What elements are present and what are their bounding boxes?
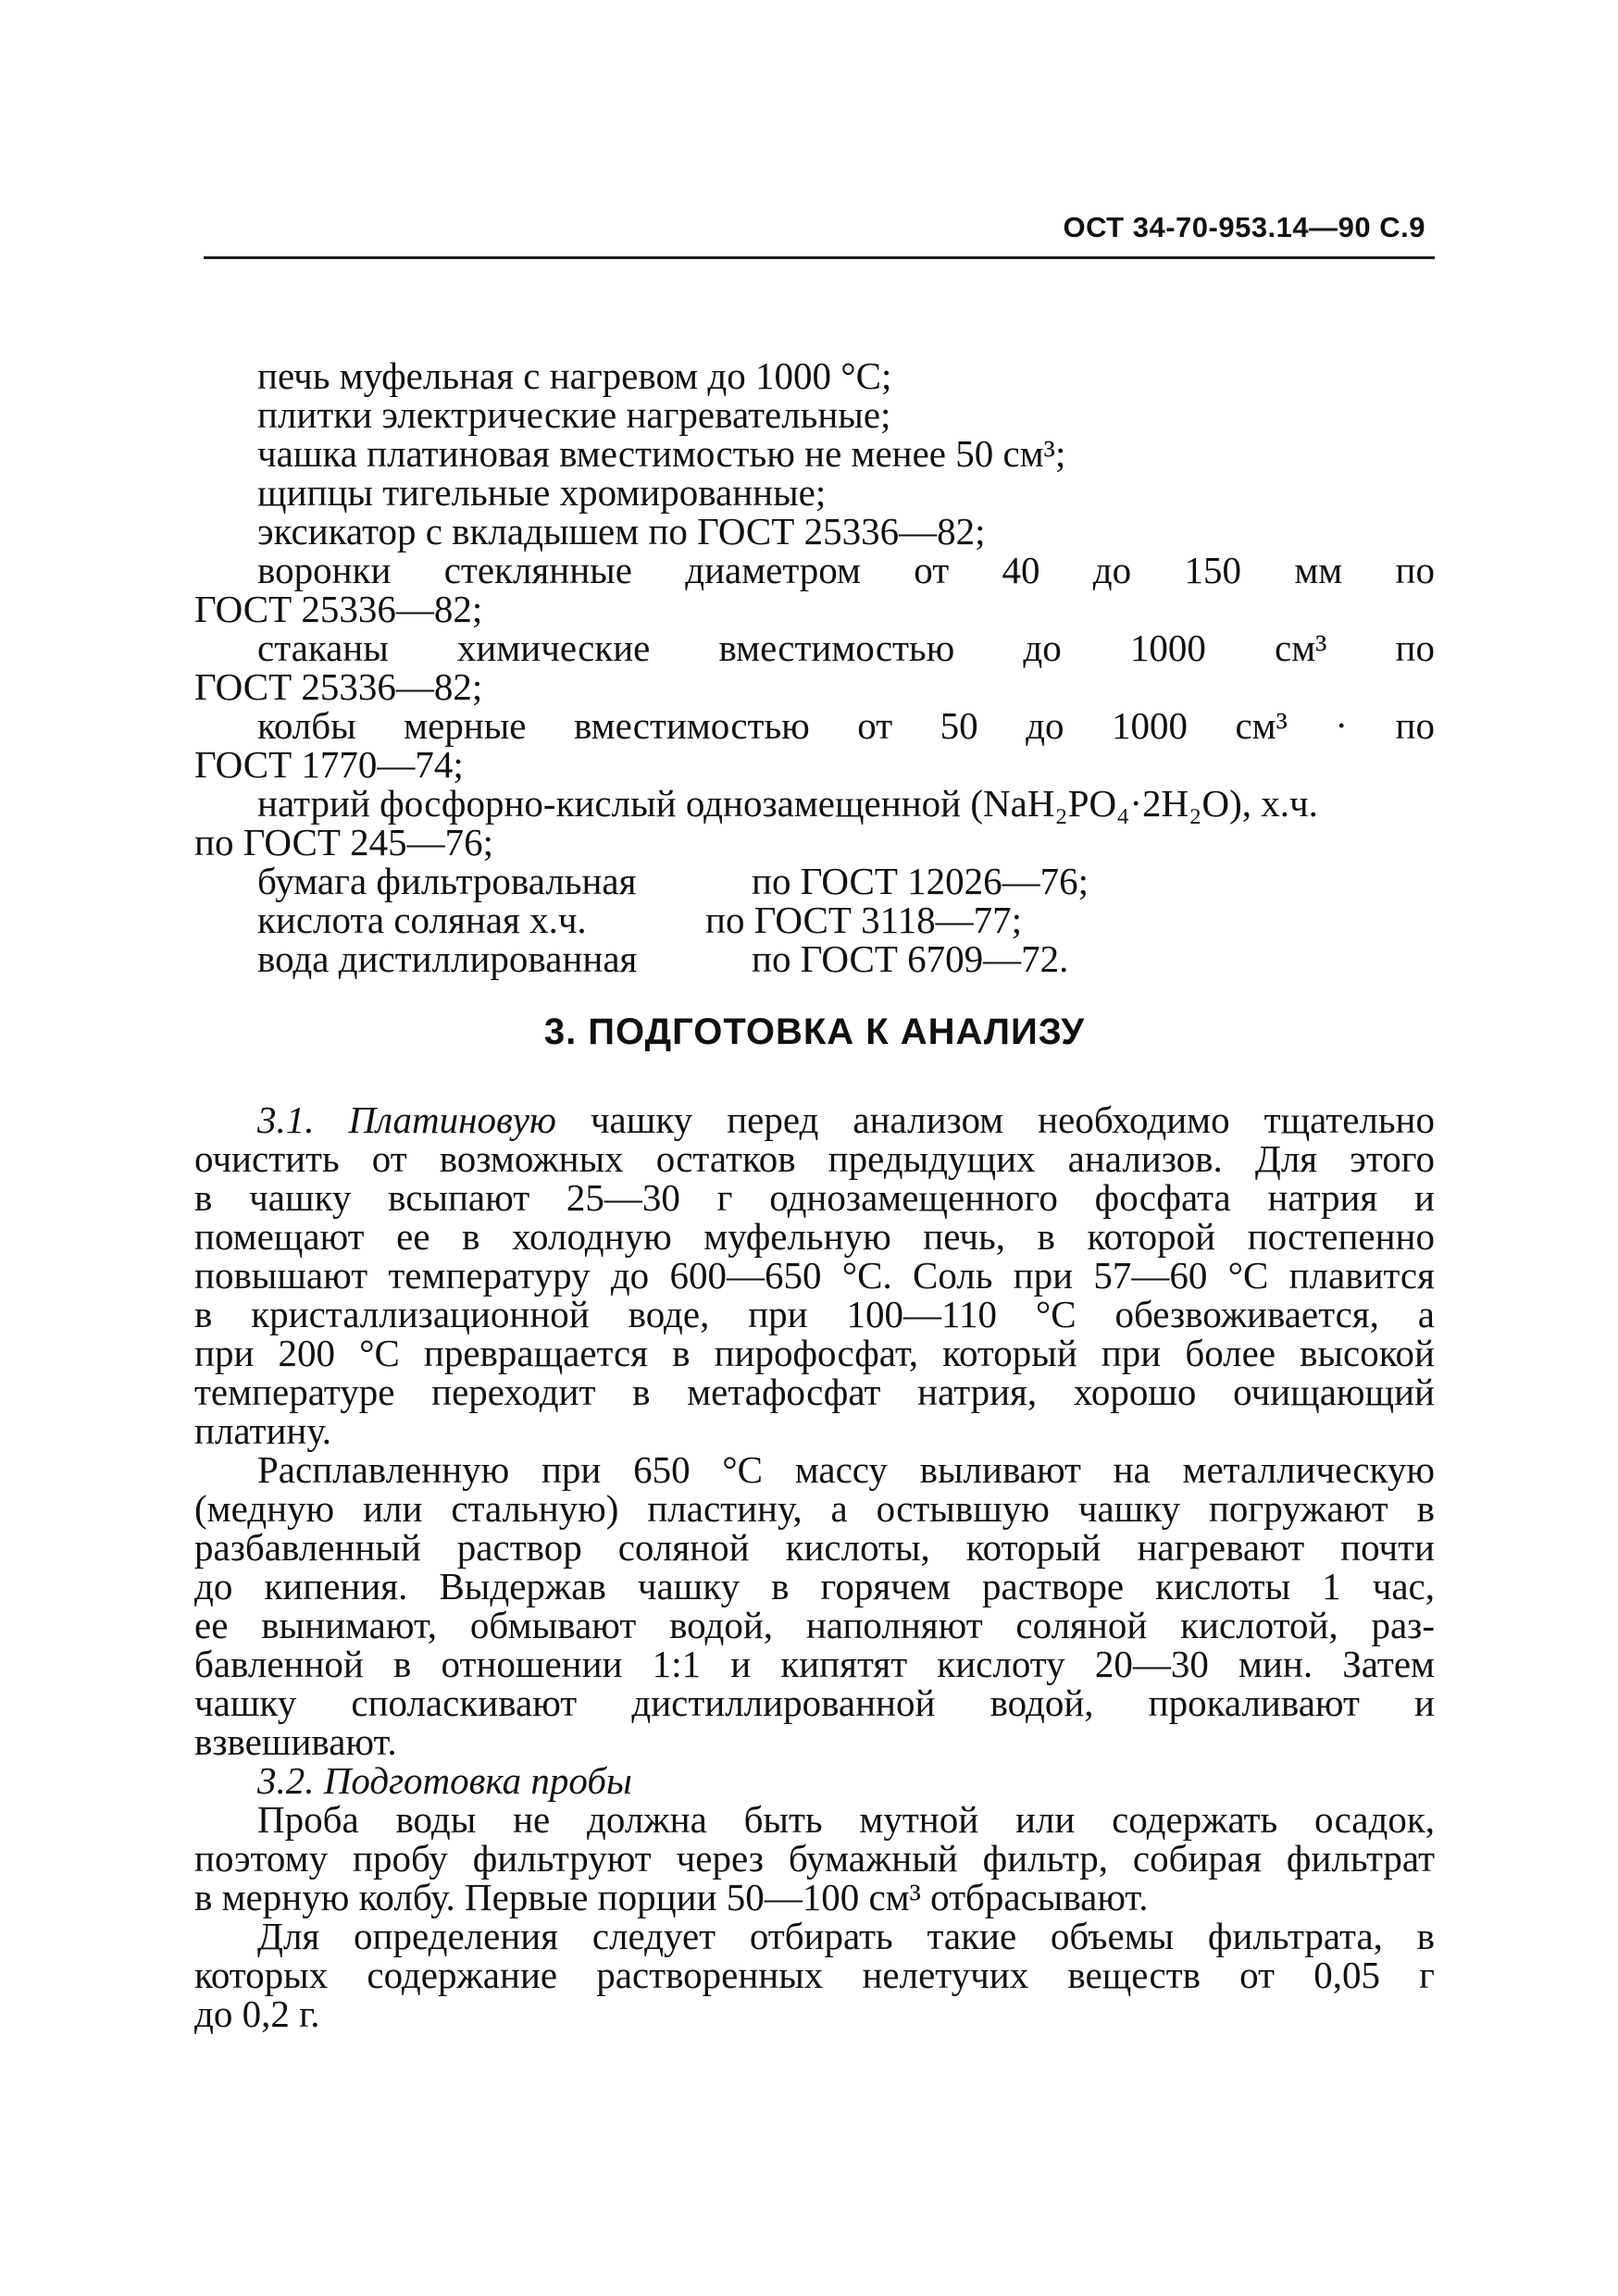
paragraph-line: (медную или стальную) пластину, а остывшую чашку погружают в bbox=[194, 1487, 1435, 1530]
paragraph-line: Для определения следует отбирать такие объемы фильтрата, в bbox=[257, 1915, 1435, 1957]
paragraph-line: ее вынимают, обмывают водой, наполняют соляной кислотой, раз- bbox=[194, 1604, 1435, 1646]
list-item: эксикатор с вкладышем по ГОСТ 25336—82; bbox=[257, 510, 986, 552]
text-run: чашку перед анализом необходимо тщательно bbox=[590, 1098, 1435, 1141]
subsection-title: 3.2. Подготовка пробы bbox=[257, 1759, 632, 1802]
paragraph-3-2-continued bbox=[194, 1917, 1435, 2033]
paragraph-line: чашку споласкивают дистиллированной водой, прокаливают и bbox=[194, 1682, 1435, 1724]
clause-number: 3.1. Платиновую bbox=[257, 1098, 556, 1141]
list-item: чашка платиновая вместимостью не менее 50 см³; bbox=[257, 432, 1066, 475]
paragraph-line: температуре переходит в метафосфат натрия, хорошо очищающий bbox=[194, 1371, 1435, 1413]
paragraph-line: до кипения. Выдержав чашку в горячем растворе кислоты 1 час, bbox=[194, 1565, 1435, 1607]
list-item-cont: ГОСТ 25336—82; bbox=[194, 588, 483, 630]
paragraph-line: помещают ее в холодную муфельную печь, в которой постепенно bbox=[194, 1215, 1435, 1258]
item-standard: по ГОСТ 6709—72. bbox=[752, 937, 1069, 980]
paragraph-line bbox=[194, 1100, 1435, 1139]
section-heading: 3. ПОДГОТОВКА К АНАЛИЗУ bbox=[543, 1011, 1086, 1052]
item-standard: по ГОСТ 12026—76; bbox=[752, 860, 1089, 902]
paragraph-line: при 200 °С превращается в пирофосфат, который при более высокой bbox=[194, 1332, 1435, 1374]
list-item-cont: ГОСТ 1770—74; bbox=[194, 743, 464, 786]
paragraph-3-2 bbox=[194, 1800, 1435, 1917]
list-item bbox=[194, 862, 1435, 900]
paragraph-line: которых содержание растворенных нелетучих веществ от 0,05 г bbox=[194, 1954, 1435, 1996]
list-item-cont: по ГОСТ 245—76; bbox=[194, 821, 494, 863]
list-item: стаканы химические вместимостью до 1000 см³ по bbox=[257, 627, 1435, 669]
paragraph-line: разбавленный раствор соляной кислоты, который нагревают почти bbox=[194, 1526, 1435, 1569]
item-name: бумага фильтровальная bbox=[257, 860, 637, 902]
paragraph-line: очистить от возможных остатков предыдущих анализов. Для этого bbox=[194, 1137, 1435, 1180]
equipment-list bbox=[194, 356, 1435, 978]
paragraph-line: до 0,2 г. bbox=[194, 1992, 320, 2035]
list-item: печь муфельная с нагревом до 1000 °С; bbox=[257, 354, 892, 397]
list-item: плитки электрические нагревательные; bbox=[257, 393, 891, 436]
paragraph-line: поэтому пробу фильтруют через бумажный фильтр, собирая фильтрат bbox=[194, 1837, 1435, 1880]
list-item: воронки стеклянные диаметром от 40 до 150 мм по bbox=[257, 549, 1435, 591]
list-item: натрий фосфорно-кислый однозамещенной (NaH₂PO₄·2H₂O), х.ч. bbox=[257, 782, 1318, 825]
list-item-cont: ГОСТ 25336—82; bbox=[194, 665, 483, 708]
paragraph-3-1 bbox=[194, 1100, 1435, 1450]
paragraph-line: Проба воды не должна быть мутной или содержать осадок, bbox=[257, 1798, 1435, 1841]
item-name: вода дистиллированная bbox=[257, 937, 638, 980]
list-item bbox=[194, 939, 1435, 978]
document-body bbox=[194, 356, 1435, 2033]
page-header: ОСТ 34-70-953.14—90 С.9 bbox=[1063, 211, 1425, 243]
paragraph-line: платину. bbox=[194, 1409, 331, 1452]
paragraph-3-1-continued bbox=[194, 1450, 1435, 1761]
list-item: щипцы тигельные хромированные; bbox=[257, 471, 827, 514]
paragraph-line: в кристаллизационной воде, при 100—110 °С обезвоживается, а bbox=[194, 1293, 1435, 1335]
paragraph-line: в чашку всыпают 25—30 г однозамещенного фосфата натрия и bbox=[194, 1176, 1435, 1219]
item-name: кислота соляная х.ч. bbox=[257, 899, 587, 941]
paragraph-line: взвешивают. bbox=[194, 1720, 397, 1763]
paragraph-line: бавленной в отношении 1:1 и кипятят кислоту 20—30 мин. Затем bbox=[194, 1643, 1435, 1685]
list-item bbox=[194, 900, 1435, 939]
paragraph-line: Расплавленную при 650 °С массу выливают на металлическую bbox=[257, 1448, 1435, 1491]
list-item: колбы мерные вместимостью от 50 до 1000 см³ · по bbox=[257, 704, 1435, 747]
paragraph-line: повышают температуру до 600—650 °С. Соль при 57—60 °С плавится bbox=[194, 1254, 1435, 1297]
paragraph-line: в мерную колбу. Первые порции 50—100 см³ отбрасывают. bbox=[194, 1876, 1149, 1918]
item-standard: по ГОСТ 3118—77; bbox=[705, 899, 1022, 941]
header-rule bbox=[204, 256, 1435, 259]
